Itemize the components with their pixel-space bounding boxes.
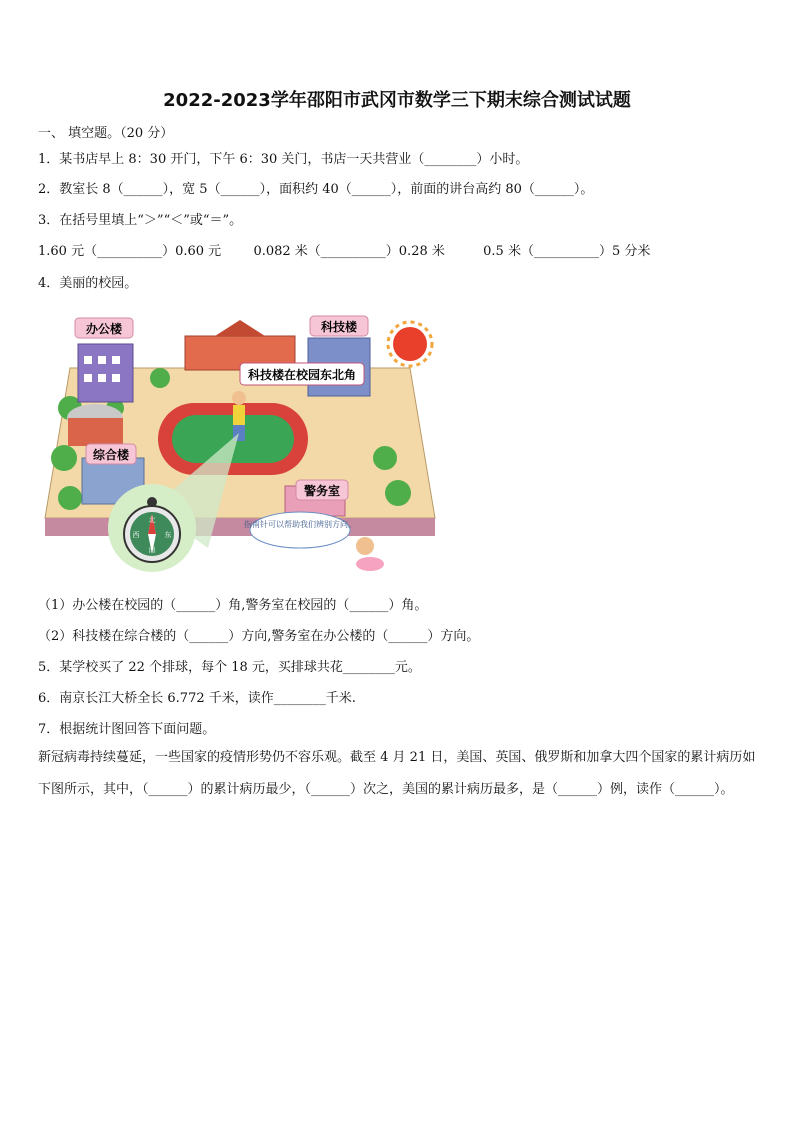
compass-north: 北 bbox=[148, 516, 156, 524]
question-3: 3．在括号里填上“＞”“＜”或“＝”。 bbox=[38, 213, 243, 228]
q3-item-2: 0.082 米（__________）0.28 米 bbox=[253, 244, 445, 259]
question-3-items bbox=[38, 240, 650, 259]
speech-bubble-text: 指南针可以帮助我们辨别方向。 bbox=[244, 520, 356, 529]
question-4-sub-2: （2）科技楼在综合楼的（______）方向,警务室在办公楼的（______）方向。 bbox=[38, 629, 480, 644]
question-1: 1．某书店早上 8：30 开门，下午 6：30 关门，书店一天共营业（________）小时。 bbox=[38, 152, 529, 167]
compass-east: 东 bbox=[164, 531, 172, 539]
label-police: 警务室 bbox=[303, 484, 341, 498]
question-4: 4．美丽的校园。 bbox=[38, 276, 138, 291]
question-4-sub-1: （1）办公楼在校园的（______）角,警务室在校园的（______）角。 bbox=[38, 598, 428, 613]
page-title: 2022-2023学年邵阳市武冈市数学三下期末综合测试试题 bbox=[163, 90, 631, 111]
question-6: 6．南京长江大桥全长 6.772 千米，读作________千米. bbox=[38, 691, 356, 706]
label-tech: 科技楼 bbox=[320, 320, 358, 334]
section-heading: 一、 填空题。（20 分） bbox=[38, 126, 174, 141]
compass-south: 南 bbox=[148, 546, 156, 554]
question-2: 2．教室长 8（______），宽 5（______），面积约 40（______），前面的讲台高约 80（______）。 bbox=[38, 182, 594, 197]
label-office: 办公楼 bbox=[85, 322, 123, 336]
compass-west: 西 bbox=[132, 531, 140, 539]
question-7: 7．根据统计图回答下面问题。 bbox=[38, 722, 216, 737]
q3-item-1: 1.60 元（__________）0.60 元 bbox=[38, 244, 222, 259]
question-7-paragraph: 新冠病毒持续蔓延，一些国家的疫情形势仍不容乐观。截至 4 月 21 日，美国、英国、俄罗斯和加拿大四个国家的累计病历如下图所示，其中，（______）的累计病历最少，（______）次之，美国的累计病历最多，是（______）例，读作（______）。 bbox=[38, 750, 756, 797]
campus-map-illustration bbox=[40, 308, 440, 580]
q3-item-3: 0.5 米（__________）5 分米 bbox=[483, 244, 651, 259]
question-5: 5．某学校买了 22 个排球，每个 18 元，买排球共花________元。 bbox=[38, 660, 421, 675]
callout-tech-northeast: 科技楼在校园东北角 bbox=[247, 368, 357, 382]
label-complex: 综合楼 bbox=[92, 448, 130, 462]
